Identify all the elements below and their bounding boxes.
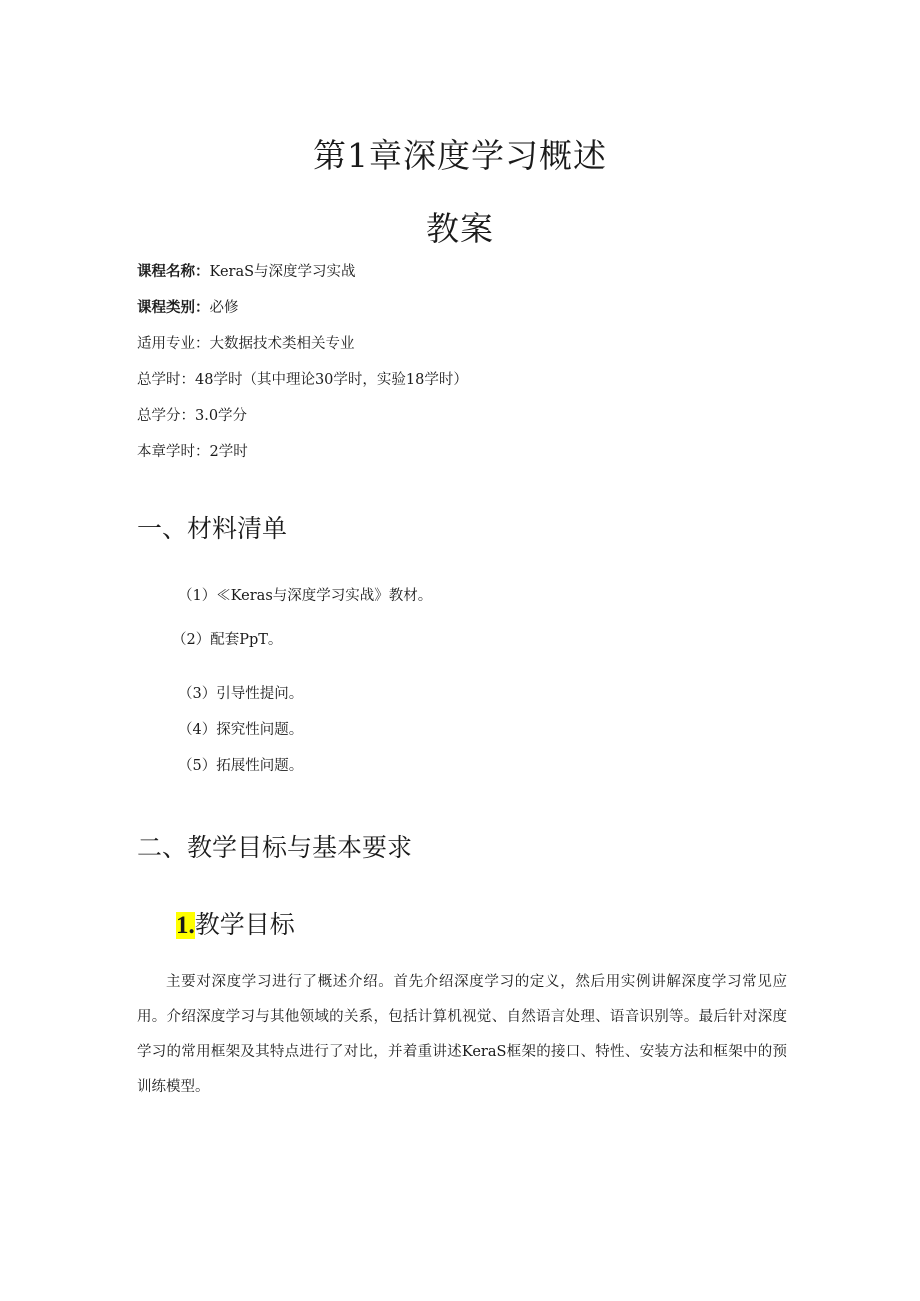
subsection-heading-objectives xyxy=(176,905,295,941)
chapter-hours-line xyxy=(137,440,248,461)
document-title: 第1章深度学习概述 xyxy=(313,136,607,175)
course-name-value: KeraS与深度学习实战 xyxy=(209,264,356,280)
major-label: 适用专业： xyxy=(137,336,210,352)
course-name-line xyxy=(137,260,356,281)
objectives-paragraph: 主要对深度学习进行了概述介绍。首先介绍深度学习的定义，然后用实例讲解深度学习常见应用。介绍深度学习与其他领域的关系，包括计算机视觉、自然语言处理、语音识别等。最后针对深度学习的常用框架及其特点进行了对比，并着重讲述KeraS框架的接口、特性、安装方法和框架中的预训练模型。 xyxy=(137,974,787,1095)
total-hours-line xyxy=(137,368,468,389)
chapter-hours-value: 2学时 xyxy=(209,444,248,460)
material-item: （5）拓展性问题。 xyxy=(178,758,304,774)
subsection-title: 教学目标 xyxy=(194,910,295,939)
major-value: 大数据技术类相关专业 xyxy=(209,336,355,352)
course-category-label: 课程类别： xyxy=(137,299,210,316)
subsection-number: 1. xyxy=(176,912,195,939)
chapter-hours-label: 本章学时： xyxy=(137,444,210,460)
credits-value: 3.0学分 xyxy=(195,408,248,424)
material-item: （1）≪Keras与深度学习实战》教材。 xyxy=(178,588,433,604)
section-heading-objectives: 二、教学目标与基本要求 xyxy=(137,833,413,862)
credits-line xyxy=(137,404,247,425)
material-item: （3）引导性提问。 xyxy=(178,686,304,702)
section-heading-materials: 一、材料清单 xyxy=(137,514,288,543)
credits-label: 总学分： xyxy=(137,408,195,424)
course-name-label: 课程名称： xyxy=(137,263,210,280)
course-category-value: 必修 xyxy=(209,300,239,316)
course-category-line xyxy=(137,296,239,317)
total-hours-label: 总学时： xyxy=(137,372,195,388)
material-item: （2）配套PpT。 xyxy=(172,632,283,648)
total-hours-value: 48学时（其中理论30学时，实验18学时） xyxy=(195,372,468,388)
major-line xyxy=(137,332,355,353)
document-subtitle: 教案 xyxy=(426,209,494,248)
material-item: （4）探究性问题。 xyxy=(178,722,304,738)
